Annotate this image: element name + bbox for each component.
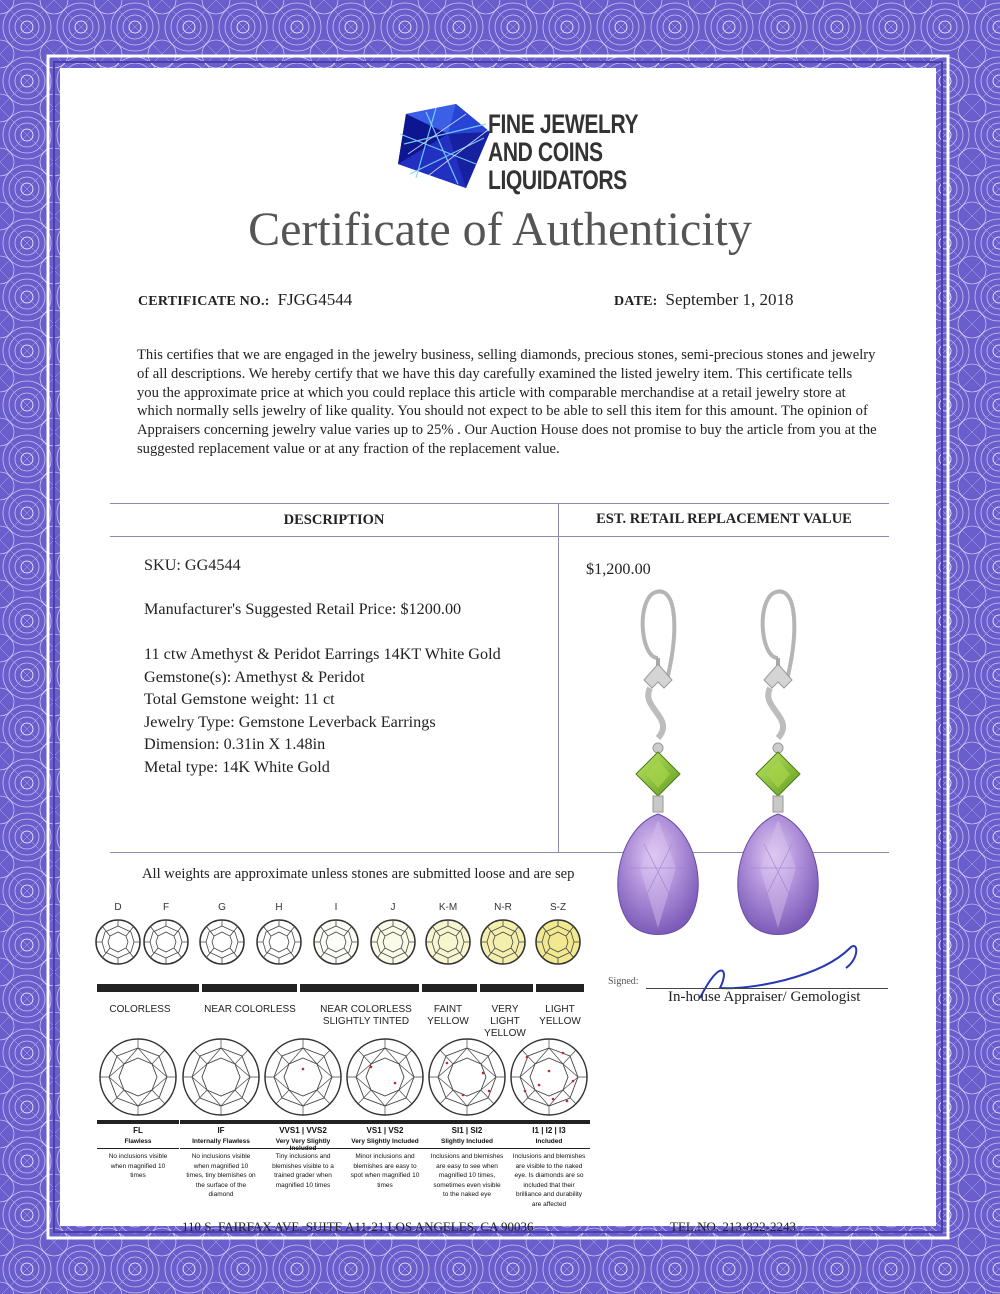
- clarity-name: Slightly Included: [426, 1138, 508, 1145]
- earrings-image: [600, 588, 872, 983]
- table-column-divider: [558, 503, 559, 853]
- clarity-name: Flawless: [97, 1138, 179, 1145]
- company-name-line: LIQUIDATORS: [488, 165, 627, 195]
- clarity-code: SI1 | SI2: [451, 1126, 483, 1135]
- date-label: DATE:: [614, 294, 658, 309]
- table-header-border: [110, 536, 889, 537]
- weights-note: All weights are approximate unless stones are submitted loose and are sep: [142, 866, 575, 882]
- detail-line: Jewelry Type: Gemstone Leverback Earrings: [144, 712, 436, 731]
- clarity-bar: [508, 1120, 590, 1124]
- clarity-description: Inclusions and blemishes are visible to the naked eye. Is diamonds are so included that their brilliance and durability are affected: [512, 1153, 586, 1208]
- scale-tick: [199, 984, 202, 992]
- color-grade-label: VERY LIGHT YELLOW: [484, 1004, 526, 1039]
- color-grade-letter: D: [114, 902, 122, 913]
- sku: SKU: GG4544: [144, 556, 241, 574]
- clarity-diamond-icon: [426, 1036, 508, 1118]
- clarity-bar: [344, 1120, 426, 1124]
- item-details: [144, 643, 501, 778]
- clarity-divider: [262, 1148, 344, 1149]
- color-grade-letter: N-R: [494, 902, 512, 913]
- clarity-bar: [426, 1120, 508, 1124]
- detail-line: Gemstone(s): Amethyst & Peridot: [144, 667, 365, 686]
- value-header: EST. RETAIL REPLACEMENT VALUE: [596, 511, 852, 527]
- color-grade-letter: G: [218, 902, 226, 913]
- clarity-code: FL: [133, 1126, 143, 1135]
- certificate-number: [138, 290, 352, 310]
- clarity-name: Very Very Slightly: [262, 1138, 344, 1152]
- diamond-color-sample-icon: [534, 918, 582, 966]
- replacement-value: $1,200.00: [586, 560, 651, 578]
- color-grade-letter: S-Z: [549, 902, 567, 913]
- color-grade-letter: K-M: [438, 902, 458, 913]
- detail-line: 11 ctw Amethyst & Peridot Earrings 14KT White Gold: [144, 645, 501, 663]
- color-grade-label: LIGHT YELLOW: [539, 1004, 581, 1027]
- color-grade-label: COLORLESS: [109, 1004, 171, 1015]
- clarity-divider: [508, 1148, 590, 1149]
- detail-line: Total Gemstone weight: 11 ct: [144, 690, 335, 708]
- diamond-color-sample-icon: [198, 918, 246, 966]
- appraiser-title: In-house Appraiser/ Gemologist: [668, 989, 861, 1005]
- scale-tick: [419, 984, 422, 992]
- clarity-code: VS1 | VS2: [366, 1126, 404, 1135]
- clarity-description: Inclusions and blemishes are easy to see when magnified 10 times, sometimes even visible to the naked eye: [430, 1153, 504, 1198]
- color-grade-letter: I: [334, 902, 338, 913]
- clarity-diamond-icon: [508, 1036, 590, 1118]
- company-name: [488, 110, 638, 194]
- footer-phone: TEL.NO. 213-822-2243: [670, 1219, 797, 1234]
- scale-tick: [477, 984, 480, 992]
- company-name-line: AND COINS: [488, 137, 603, 167]
- detail-line: Dimension: 0.31in X 1.48in: [144, 735, 326, 753]
- clarity-description: No inclusions visible when magnified 10 times: [108, 1153, 168, 1179]
- date-value: September 1, 2018: [665, 290, 794, 309]
- company-name-line: FINE JEWELRY: [488, 109, 639, 139]
- clarity-divider: [180, 1148, 262, 1149]
- msrp: Manufacturer's Suggested Retail Price: $1200.00: [144, 600, 462, 618]
- clarity-name: Very Slightly Included: [344, 1138, 426, 1145]
- clarity-code: I1 | I2 | I3: [532, 1126, 566, 1135]
- diamond-color-sample-icon: [312, 918, 360, 966]
- diamond-logo-icon: [396, 104, 492, 190]
- clarity-description: No inclusions visible when magnified 10 times, tiny blemishes on the surface of the diamond: [186, 1153, 256, 1198]
- clarity-diamond-icon: [97, 1036, 179, 1118]
- certificate-number-value: FJGG4544: [277, 290, 353, 309]
- diamond-color-sample-icon: [94, 918, 142, 966]
- detail-line: Metal type: 14K White Gold: [144, 757, 330, 776]
- clarity-code: IF: [217, 1126, 225, 1135]
- color-grade-label: FAINT YELLOW: [427, 1004, 469, 1027]
- scale-tick: [533, 984, 536, 992]
- diamond-color-sample-icon: [369, 918, 417, 966]
- footer-address: 110 S. FAIRFAX AVE. SUITE A11-21 LOS ANGELES, CA 90036: [182, 1219, 534, 1234]
- diamond-color-sample-icon: [142, 918, 190, 966]
- color-grade-label: NEAR COLORLESS SLIGHTLY TINTED: [320, 1004, 412, 1027]
- clarity-diamond-icon: [180, 1036, 262, 1118]
- clarity-name: Internally Flawless: [180, 1138, 262, 1145]
- clarity-divider: [426, 1148, 508, 1149]
- clarity-divider: [97, 1148, 179, 1149]
- table-top-border: [110, 503, 889, 504]
- clarity-diamond-icon: [344, 1036, 426, 1118]
- description-header: DESCRIPTION: [283, 512, 385, 528]
- scale-tick: [584, 984, 587, 992]
- page-title: Certificate of Authenticity: [248, 203, 752, 256]
- clarity-name: Included: [508, 1138, 590, 1145]
- certification-statement: This certifies that we are engaged in the jewelry business, selling diamonds, precious stones, semi-precious stones and jewelry of all descriptions. We hereby certify that we have this day carefully examined the listed jewelry item. This certificate tells you the approximate price at which you could replace this article with comparable merchandise at a retail jewelry store at which normally sells jewelry of like quality. You should not expect to be able to sell this item for this amount. The opinion of Appraisers concerning jewelry value varies up to 25% . Our Auction House does not promise to buy the article from you at the suggested replacement value or at any fraction of the replacement value.: [137, 347, 877, 457]
- certificate-number-label: CERTIFICATE NO.:: [138, 294, 270, 309]
- clarity-code: VVS1 | VVS2: [279, 1126, 327, 1135]
- scale-tick: [94, 984, 97, 992]
- color-grade-letter: F: [162, 902, 170, 913]
- color-grade-letter: J: [390, 902, 396, 913]
- diamond-color-sample-icon: [255, 918, 303, 966]
- clarity-description: Tiny inclusions and blemishes visible to a trained grader when magnified 10 times: [272, 1153, 334, 1189]
- clarity-bar: [262, 1120, 344, 1124]
- color-scale-bar: [95, 984, 585, 992]
- clarity-divider: [344, 1148, 426, 1149]
- diamond-color-sample-icon: [424, 918, 472, 966]
- signed-label: Signed:: [608, 976, 639, 987]
- color-grade-letter: H: [275, 902, 283, 913]
- clarity-description: Minor inclusions and blemishes are easy to spot when magnified 10 times: [350, 1153, 420, 1189]
- clarity-bar: [97, 1120, 179, 1124]
- clarity-bar: [180, 1120, 262, 1124]
- scale-tick: [297, 984, 300, 992]
- color-grade-label: NEAR COLORLESS: [204, 1004, 296, 1015]
- certificate-date: [614, 290, 793, 310]
- clarity-diamond-icon: [262, 1036, 344, 1118]
- diamond-color-sample-icon: [479, 918, 527, 966]
